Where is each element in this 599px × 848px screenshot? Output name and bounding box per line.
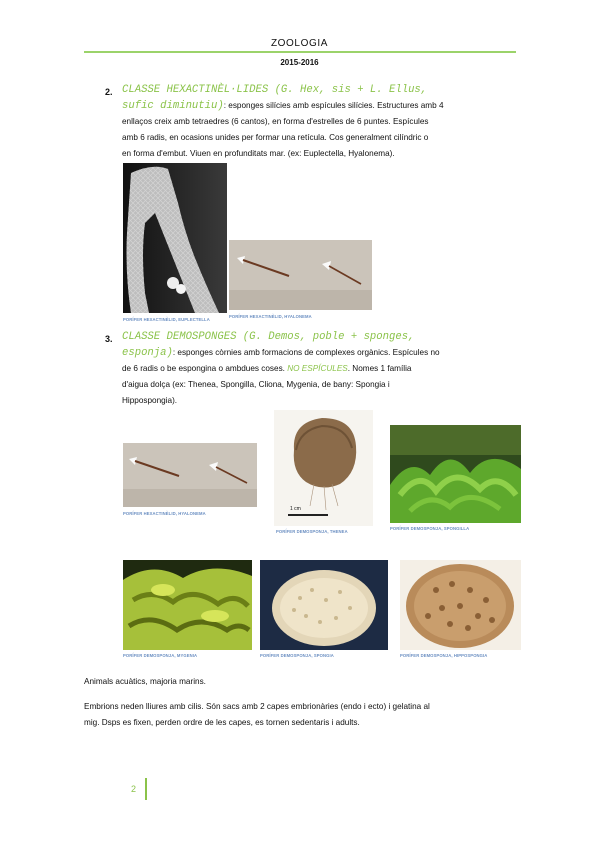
section2-text-line4: en forma d'embut. Viuen en profunditats mar. (ex: Euplectella, Hyalonema).: [122, 149, 395, 158]
section2-line1: [122, 99, 444, 114]
body-line3: mig. Dsps es fixen, perden ordre de les capes, es tornen sedentaris i adults.: [84, 718, 360, 727]
caption-hyalonema: PORÍFER HEXACTINÈLID, HYALONEMA: [229, 314, 312, 319]
caption-euplectella: PORÍFER HEXACTINÈLID, EUPLECTELLA: [123, 317, 210, 322]
section2-title-line1: CLASSE HEXACTINÈL·LIDES (G. Hex, sis + L. Ellus,: [122, 84, 428, 96]
caption-hyalonema-2: PORÍFER HEXACTINÈLID, HYALONEMA: [123, 511, 206, 516]
header-title: ZOOLOGIA: [270, 38, 329, 49]
section3-text-line4: Hippospongia).: [122, 396, 178, 405]
section2-text-line3: amb 6 radis, en ocasions unides per formar una retícula. Cos generalment cilíndric o: [122, 133, 429, 142]
section3-line1: [122, 346, 440, 361]
section2-text-line2: enllaços creix amb tetraedres (6 cantos), en forma d'estrelles de 6 puntes. Espícules: [122, 117, 429, 126]
spongilla-photo: [390, 425, 521, 523]
section3-line2: [122, 362, 411, 376]
caption-hippospongia: PORÍFER DEMOSPONJA, HIPPOSPONGIA: [400, 653, 488, 658]
header-year: 2015-2016: [280, 58, 319, 67]
caption-mygenia: PORÍFER DEMOSPONJA, MYGENIA: [123, 653, 198, 658]
hyalonema-photo-2: [123, 443, 257, 507]
footer-divider: [145, 778, 147, 800]
caption-spongia: PORÍFER DEMOSPONJA, SPONGIA: [260, 653, 334, 658]
section2-title-line2: sufic diminutiu): [122, 100, 224, 112]
mygenia-photo: [123, 560, 252, 650]
section2-text-line1: : esponges silícies amb espícules silícies. Estructures amb 4: [223, 101, 444, 110]
section3-text-line2c: . Nomes 1 família: [347, 364, 412, 373]
header-divider: [84, 51, 516, 53]
section3-text-line3: d'aigua dolça (ex: Thenea, Spongilla, Cliona, Mygenia, de bany: Spongia i: [122, 380, 390, 389]
section2-number: 2.: [105, 87, 113, 97]
section3-text-line1: : esponges còrnies amb formacions de complexes orgànics. Espícules no: [172, 348, 440, 357]
euplectella-photo: [123, 163, 227, 313]
body-line2: Embrions neden lliures amb cilis. Són sacs amb 2 capes embrionàries (endo i ecto) i gelatina al: [84, 702, 430, 711]
section3-text-line2a: de 6 radis o be espongina o ambdues coses.: [122, 364, 288, 373]
scale-bar-label: 1 cm: [290, 506, 301, 512]
spongia-photo: [260, 560, 388, 650]
caption-spongilla: PORÍFER DEMOSPONJA, SPONGILLA: [390, 526, 470, 531]
section3-title-line1: CLASSE DEMOSPONGES (G. Demos, poble + sponges,: [122, 331, 415, 343]
hyalonema-photo: [229, 240, 372, 310]
page-number: 2: [131, 784, 137, 794]
no-espicules-highlight: NO ESPÍCULES: [287, 364, 348, 373]
thenea-photo: [274, 410, 373, 526]
section3-title-line2: esponja): [122, 347, 173, 359]
body-line1: Animals acuàtics, majoria marins.: [84, 677, 206, 686]
caption-thenea: PORÍFER DEMOSPONJA, THENEA: [276, 529, 348, 534]
hippospongia-photo: [400, 560, 521, 650]
section3-number: 3.: [105, 334, 113, 344]
